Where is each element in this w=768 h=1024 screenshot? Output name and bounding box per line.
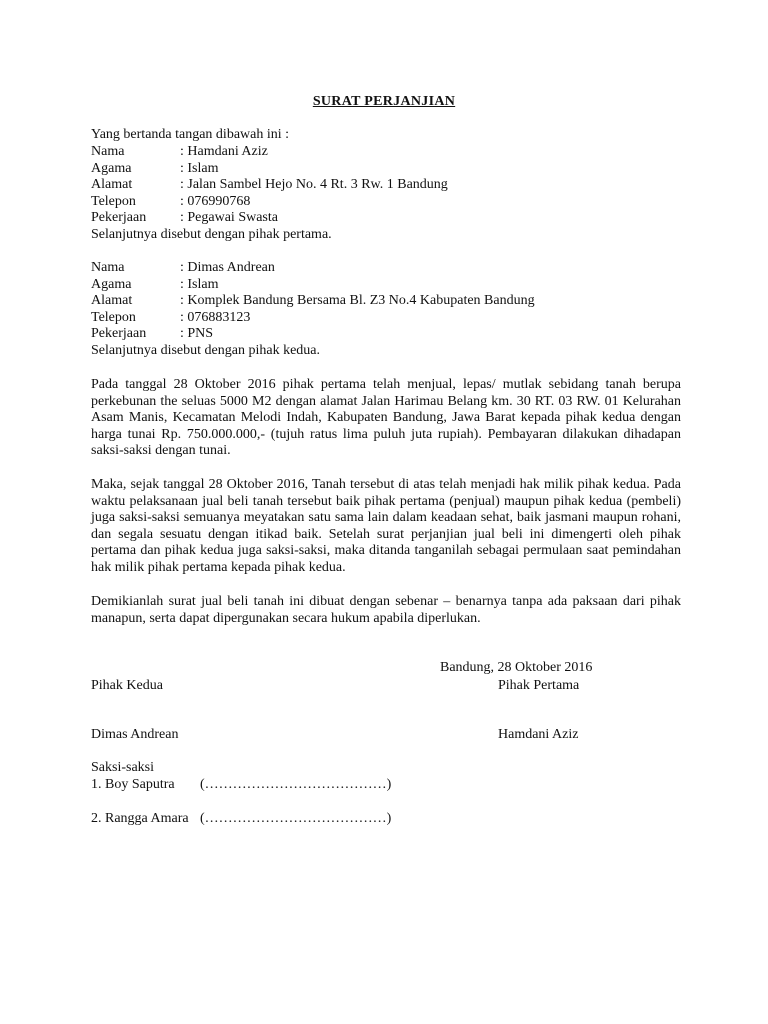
party2-name-row: [91, 260, 681, 277]
field-label: Agama: [91, 160, 132, 176]
intro-line: Yang bertanda tangan dibawah ini :: [91, 127, 290, 142]
field-label: Nama: [91, 144, 125, 159]
field-value: : Jalan Sambel Hejo No. 4 Rt. 3 Rw. 1 Bandung: [180, 177, 448, 192]
party2-religion-row: [91, 277, 681, 294]
party2-phone-row: [91, 310, 681, 327]
party1-occupation-row: [91, 210, 681, 227]
document-title: SURAT PERJANJIAN: [312, 94, 456, 109]
field-value: : Islam: [180, 160, 219, 176]
witnesses-heading: Saksi-saksi: [91, 760, 154, 775]
field-label: Pekerjaan: [91, 210, 147, 225]
witness-signature-blank: (…………………………………): [200, 811, 392, 826]
party2-address-row: [91, 293, 681, 310]
party1-religion-row: [91, 161, 681, 178]
field-value: : 076990768: [180, 193, 251, 209]
witness-row: [91, 777, 391, 794]
party1-phone-row: [91, 194, 681, 211]
field-value: : Dimas Andrean: [180, 260, 275, 275]
party1-name-row: [91, 144, 681, 161]
field-value: : Islam: [180, 276, 219, 292]
field-label: Telepon: [91, 193, 136, 209]
party2-occupation-row: [91, 326, 681, 343]
signer-left-name: Dimas Andrean: [91, 727, 179, 742]
party2-designation: Selanjutnya disebut dengan pihak kedua.: [91, 342, 320, 358]
field-label: Alamat: [91, 177, 133, 192]
field-label: Nama: [91, 260, 125, 275]
party1-identity: [91, 144, 681, 243]
party2-identity: [91, 260, 681, 359]
field-value: : PNS: [180, 326, 214, 341]
field-value: : Komplek Bandung Bersama Bl. Z3 No.4 Kabupaten Bandung: [180, 293, 535, 308]
paragraph-ownership: Maka, sejak tanggal 28 Oktober 2016, Tanah tersebut di atas telah menjadi hak milik pihak kedua. Pada waktu pelaksanaan jual beli tanah tersebut baik pihak pertama (penjual) maupun pihak kedua (pembeli) juga saksi-saksi semuanya meyatakan satu sama lain dalam keadaan sehat, baik jasmani maupun rohani, dan segala sesuatu dengan itikad baik. Setelah surat perjanjian jual beli ini dimengerti oleh pihak pertama dan pihak kedua juga saksi-saksi, maka ditanda tanganilah sebagai permulaan saat pemindahan hak milik pihak pertama kepada pihak kedua.: [91, 477, 681, 575]
signer-right-role: Pihak Pertama: [498, 678, 580, 693]
paragraph-closing: Demikianlah surat jual beli tanah ini dibuat dengan sebenar – benarnya tanpa ada paksaan dari pihak manapun, serta dapat dipergunakan secara hukum apabila diperlukan.: [91, 594, 681, 626]
field-label: Telepon: [91, 309, 136, 325]
field-label: Alamat: [91, 293, 133, 308]
witness-signature-blank: (…………………………………): [200, 777, 392, 792]
field-value: : Hamdani Aziz: [180, 144, 268, 159]
signer-left-role: Pihak Kedua: [91, 678, 163, 693]
party1-designation: Selanjutnya disebut dengan pihak pertama.: [91, 226, 332, 242]
witness-row: [91, 811, 391, 828]
field-value: : 076883123: [180, 309, 251, 325]
field-value: : Pegawai Swasta: [180, 210, 278, 225]
witness-name: 1. Boy Saputra: [91, 777, 175, 792]
witness-name: 2. Rangga Amara: [91, 811, 189, 826]
paragraph-sale: Pada tanggal 28 Oktober 2016 pihak pertama telah menjual, lepas/ mutlak sebidang tanah berupa perkebunan the seluas 5000 M2 dengan alamat Jalan Harimau Belang km. 30 RT. 03 RW. 01 Kelurahan Asam Manis, Kecamatan Melodi Indah, Kabupaten Bandung, Jawa Barat kepada pihak kedua dengan harga tunai Rp. 750.000.000,- (tujuh ratus lima puluh juta rupiah). Pembayaran dilakukan dihadapan saksi-saksi dengan tunai.: [91, 377, 681, 458]
signer-right-name: Hamdani Aziz: [498, 727, 579, 742]
place-date: Bandung, 28 Oktober 2016: [440, 660, 593, 675]
party1-address-row: [91, 177, 681, 194]
field-label: Pekerjaan: [91, 326, 147, 341]
field-label: Agama: [91, 276, 132, 292]
